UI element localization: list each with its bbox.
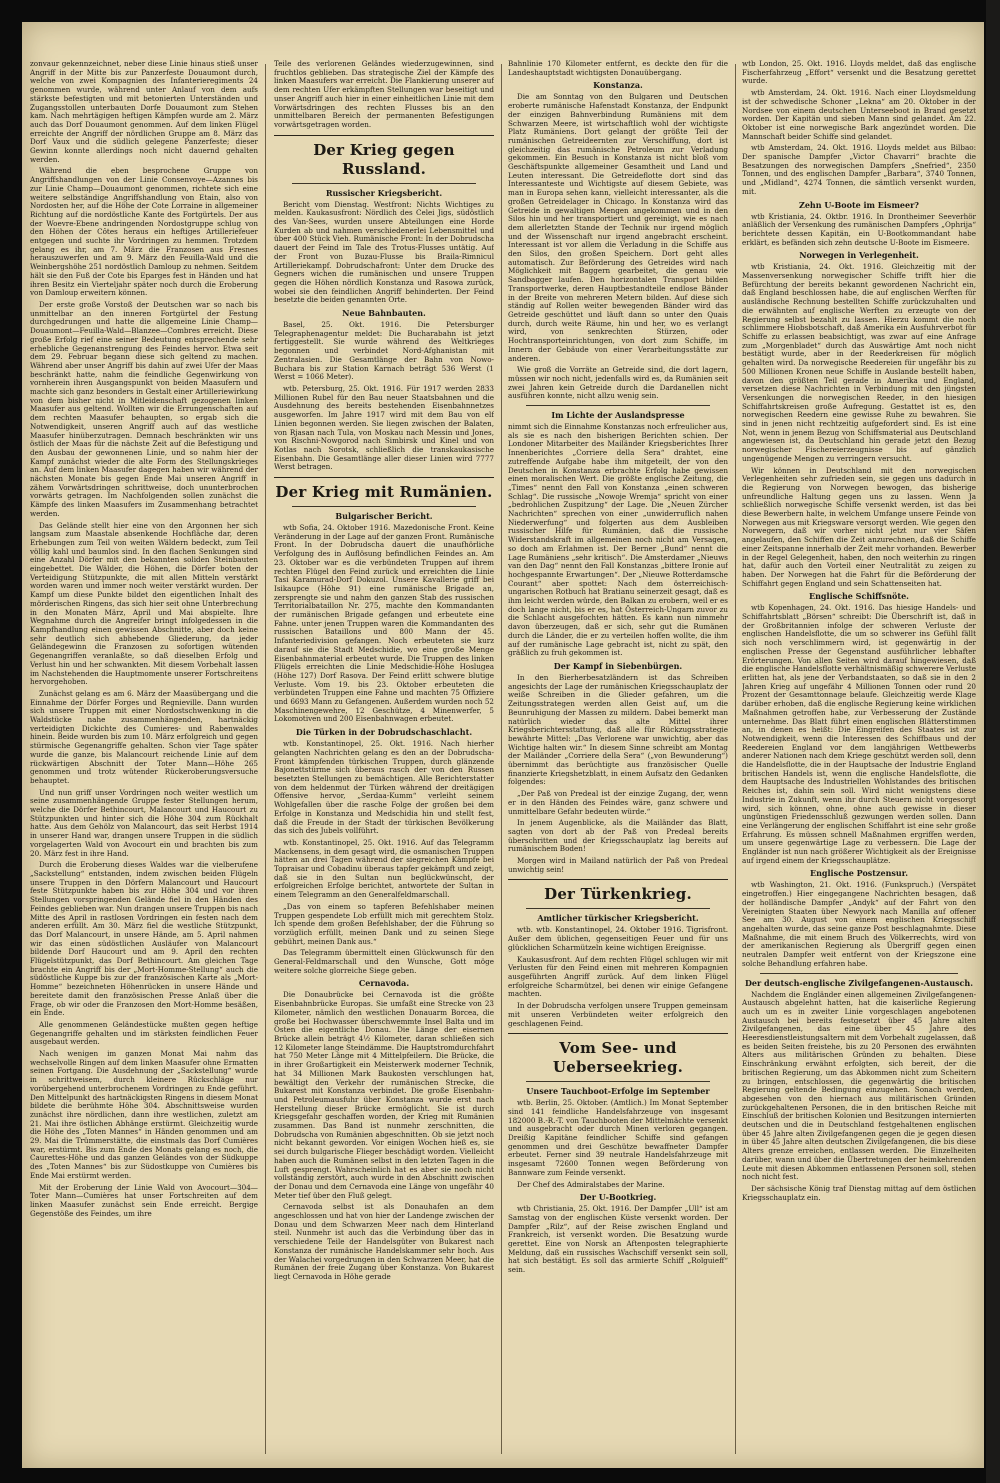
article-paragraph: Das Gelände stellt hier eine von den Argonnen her sich langsam zum Maastale absenkende Hochfläche dar, deren Erhebungen zum Teil von weiten Wäldern bedeckt, zum Teil völlig kahl und baumlos sind. In den flachen Senkungen sind eine Anzahl Dörfer mit den bekannten soliden Steinbauten eingebettet. Die Wälder, die Höhen, die Dörfer boten der Verteidigung Stützpunkte, die mit allen Mitteln verstärkt worden waren und immer noch weiter verstärkt wurden. Der Kampf um diese Punkte bildet den eigentlichen Inhalt des mörderischen Ringens, das sich hier seit ohne Unterbrechung in den Monaten März, April und Mai abspielte. Ihre Wegnahme durch die Angreifer bringt infolgedessen in die Kampfhandlung einen gewissen Abschnitte, aber doch keine sehr deutlich sich abhebende Gliederung, da jeder Geländegewinn die Franzosen zu sofortigen wütenden Gegenangriffen veranlaßte, so daß dieselben Erfolg und Verlust hin und her schwankten. Mit diesem Vorbehalt lassen im Nachstehenden die Hauptmomente unserer Fortschreitens hervorgehoben. bbox=[30, 520, 258, 687]
section-headline: Der Türkenkrieg. bbox=[544, 885, 692, 904]
section-divider bbox=[274, 477, 494, 478]
article-subheading: Russischer Kriegsbericht. bbox=[325, 187, 443, 198]
article-subheading: Bulgarischer Bericht. bbox=[335, 511, 433, 522]
article-paragraph: wtb. Berlin, 25. Oktober. (Amtlich.) Im Monat September sind 141 feindliche Handelsfahrzeuge von insgesamt 182000 B.-R.-T. von Tauchbooten der Mittelmächte versenkt und ausgebracht oder durch Minen verloren gegangen. Dreißig Kapitäne feindlicher Schiffe sind gefangen genommen und drei Geschütze bewaffneter Dampfer erbeutet. Ferner sind 39 neutrale Handelsfahrzeuge mit insgesamt 72600 Tonnen wegen Beförderung von Bannware zum Feinde versenkt. bbox=[508, 1098, 728, 1177]
article-subheading: Neue Bahnbauten. bbox=[342, 308, 426, 319]
article-paragraph: Nach wenigen im ganzen Monat Mai nahm das wechselvolle Ringen auf dem linken Maasufer ohne Ermatten seinen Fortgang. Die Ausdehnung der „Sackstellung“ wurde in schrittweisem, durch kleinere Rückschläge nur vorübergehend unterbrochenem Vordringen zu Ende geführt. Den Mittelpunkt des hartnäckigsten Ringens in diesem Monat bildete die berühmte Höhe 304. Abschnittsweise wurden zunächst ihre nördlichen, dann ihre westlichen, zuletzt am 21. Mai ihre östlichen Abhänge erstürmt. Gleichzeitig wurde die Höhe des „Toten Mannes“ in Händen genommen und am 29. Mai die Trümmerstätte, die einstmals das Dorf Cumières war, erstürmt. Bis zum Ende des Monats gelang es noch, die Caurettes-Höhe und das ganzen Geländes von der Südkuppe des „Toten Mannes“ bis zur Südostkuppe von Cumières bis Ende Mai erstürmt werden. bbox=[30, 1049, 258, 1180]
article-paragraph: Wir können in Deutschland mit den norwegischen Verlegenheiten sehr zufrieden sein, sie gegen uns dadurch in die Regierung von Norwegen bewogen, das bisherige unfreundliche Haltung gegen uns zu lassen. Wenn Ja schließlich norwegische Schiffe versenkt werden, ist das bei diese Bewerbern halte, in welchem Umfange unsere Feinde von Norwegen aus mit Kriegsware versorgt werden. Wie gegen den Norwegern, daß wir vorher nicht jetzt nur vier Säfen angelaufen, den Schiffen die Zeit anzurechnen, daß die Schiffe einer Zeitspanne innerhalb der Zeit mehr vorhanden. Bewerber in der Regel Gelegenheit, haben, den noch weiterhin zu ringen hat, dafür auch den Vorteil einer Neutralität zu zeigen zu haben. Der Norwegen hat die Fahrt für die Beförderung der Schiffahrt gegen England und sein Schattenseiten hat. bbox=[742, 465, 976, 588]
column-3 bbox=[508, 60, 728, 1458]
article-subheading: Zehn U-Boote im Eismeer? bbox=[799, 199, 919, 210]
divider bbox=[760, 973, 958, 974]
article-paragraph: wtb Washington, 21. Okt. 1916. (Funkspruch.) (Verspätet eingetroffen.) Hier eingegangene Nachrichten besagen, daß der holländische Dampfer „Andyk“ auf der Fahrt von den Vereinigten Staaten über Newyork nach Manilla auf offener See am 30. August von einem englischen Kriegsschiff angehalten wurde, das seine ganze Post beschlagnahmte. Diese Maßnahme, die mit einem Bruch des Völkerrechts, wird von der amerikanischen Regierung als Übergriff gegen einen neutralen Dampfer weit entfernt von der Kriegszone eine solche Behandlung erfahren habe. bbox=[742, 880, 976, 968]
article-subheading: Die Türken in der Dobrudschaschlacht. bbox=[295, 727, 473, 738]
section-headline: Der Krieg mit Rumänien. bbox=[275, 483, 493, 502]
article-subheading: Der deutsch-englische Zivilgefangenen-Austausch. bbox=[744, 977, 974, 988]
article-paragraph: zonvaur gekennzeichnet, neber diese Linie hinaus stieß unser Angriff in der Mitte bis zur Panzerfeste Douaumont durch, welche von zwei Kompagnien des Infanterieregiments 24 genommen wurde, während unter Anlauf von dem aufs stärkste befestigten und mit betonierten Unterständen und Zugangsstollen unterbauten Dorfe Douaumont zum Stehen kam. Nach mehrtägigen heftigen Kämpfen wurde am 2. März auch das Dorf Douaumont genommen. Auf dem linken Flügel erreichte der Angriff der nördlichen Gruppe am 8. März das Dorf Vaux und die südlich gelegene Panzerfeste; dieser Gewinn konnte allerdings noch nicht dauernd gehalten werden. bbox=[30, 60, 258, 164]
article-subheading: Cernavoda. bbox=[358, 978, 410, 989]
article-subheading: Amtlicher türkischer Kriegsbericht. bbox=[537, 913, 699, 924]
article-paragraph: Die Donaubrücke bei Cernavoda ist die größte Eisenbahnbrücke Europas. Sie umfaßt eine Strecke von 23 Kilometer, nämlich den westlichen Donauarm Borcea, die große bei Hochwasser überschwemmte Insel Balta und im Osten die eigentliche Donau. Die Länge der eisernen Brücke allein beträgt 4½ Kilometer, daran schließen sich 12 Kilometer lange Steindämme. Die Hauptstromdurchfahrt hat 750 Meter Länge mit 4 Mittelpfeilern. Die Brücke, die in ihrer Großartigkeit ein Meisterwerk moderner Technik, hat 34 Millionen Mark Baukosten verschlungen hat, bewältigt den Verkehr der rumänischen Strecke, die Bukarest mit Konstanza verbindet. Die große Eisenbahn- und Petroleumausfuhr über Konstanza wurde erst nach Herstellung dieser Brücke ermöglicht. Sie ist durch Kriegsgefahr geschaffen worden, der Krieg mit Rumänien zusammen. Das Band ist nunmehr zerschnitten, die Dobrudscha von Rumänien abgeschnitten. Ob sie jetzt noch nicht bekannt geworden. Vor einigen Wochen hieß es, sie sei durch bulgarische Flieger beschädigt worden. Vielleicht haben auch die Rumänen selbst in den letzten Tagen in die Luft gesprengt. Wahrscheinlich hat es aber sie noch nicht vollständig zerstört, auch wurde in den Abschnitt zwischen der Donau und dem Cernavoda eine Länge von ungefähr 40 Meter tief über den Fluß gelegt. bbox=[274, 990, 494, 1200]
article-paragraph: Und nun griff unser Vordringen noch weiter westlich um seine zusammenhängende Gruppe fester Stellungen herum, welche die Dörfer Bethincourt, Malancourt und Haucourt zu Stützpunkten und hinter sich die Höhe 304 zum Rückhalt hatte. Aus dem Gehölz von Malancourt, das seit Herbst 1914 in unserer Hand war, drangen unsere Truppen in die südlich vorgelagerten Wald von Avocourt ein und brachten bis zum 20. März fest in ihre Hand. bbox=[30, 787, 258, 858]
article-paragraph: Wie groß die Vorräte an Getreide sind, die dort lagern, müssen wir noch nicht, jedenfalls wird es, da Rumänien seit zwei Jahren kein Getreide durch die Dardanellen nicht ausführen konnte, nicht allzu wenig sein. bbox=[508, 365, 728, 401]
article-paragraph: wtb. Petersburg, 25. Okt. 1916. Für 1917 werden 2833 Millionen Rubel für den Bau neuer Staatsbahnen und die Ausdehnung des bereits bestehenden Eisenbahnnetzes ausgeworfen. Im Jahre 1917 wird mit dem Bau von elf Linien begonnen werden. Sie liegen zwischen der Balaten, von Rjasan nach Tula, von Moskau nach Messin und Jones, von Rischni-Nowgorod nach Simbirsk und Kinel und von Kotlas nach Sorotsk, schließlich die transkaukasische Eisenbahn. Die Gesamtlänge aller dieser Linien wird 7777 Werst betragen. bbox=[274, 383, 494, 472]
article-paragraph: Mit der Eroberung der Linie Wald von Avocourt—304—Toter Mann—Cumières hat unser Fortschreiten auf dem linken Maasufer zunächst sein Ende erreicht. Bergige Gegenstöße des Feindes, um ihre bbox=[30, 1182, 258, 1218]
article-paragraph: „Das von einem so tapferen Befehlshaber meinen Truppen gespendete Lob erfüllt mich mit gerechtem Stolz. Ich spende dem großen Befehlshaber, der die Führung so vorzüglich erfüllt, meinen Dank und zu seinen Siege gebührt, meinen Dank aus.“ bbox=[274, 901, 494, 946]
article-paragraph: Teile des verlorenen Geländes wiederzugewinnen, sind fruchtlos geblieben. Das strategische Ziel der Kämpfe des linken Maasufers war erreicht. Die Flankierung unserer auf dem rechten Ufer erkämpften Stellungen war beseitigt und unser Angriff auch hier in einer einheitlichen Linie mit dem Vorwärtsdringen des rechten Flusses bis an den unmittelbaren Bereich der permanenten Befestigungen vorwärtsgetragen worden. bbox=[274, 60, 494, 129]
column-rule bbox=[735, 64, 736, 1454]
article-subheading: Konstanza. bbox=[593, 80, 643, 91]
article-paragraph: Zunächst gelang es am 6. März der Maasübergang und die Einnahme der Dörfer Forges und Regnieville. Dann wurden sich unsere Truppen mit einer Nordostschwenkung in die Waldstücke nahe zusammenhängenden, hartnäckig verteidigten Dickichte des Cumieres- und Rabenwaldes hinein. Beide wurden bis zum 10. März erfolgreich und gegen stürmische Gegenangriffe gehalten. Schon vier Tage später wurde die ganze, bis Malancourt reichende Linie auf dem rückwärtigen Abschnitt der Toter Mann—Höhe 265 genommen und trotz wütender Rückeroberungsversuche behauptet. bbox=[30, 688, 258, 785]
article-subheading: Englische Schiffsnöte. bbox=[809, 591, 909, 602]
section-divider bbox=[274, 135, 494, 136]
column-rule bbox=[265, 64, 266, 1454]
article-paragraph: In jenem Augenblicke, als die Mailänder das Blatt, sagten von dort ab der Paß von Predeal bereits überschritten und der Kriegsschauplatz lag bereits auf rumänischem Boden! bbox=[508, 818, 728, 854]
article-subheading: Der Kampf in Siebenbürgen. bbox=[553, 661, 683, 671]
article-paragraph: wtb. wtb. Konstantinopel, 24. Oktober 1916. Tigrisfront. Außer dem üblichen, gegenseitigen Feuer und für uns glücklichen Scharmützeln keine wichtigen Ereignisse. bbox=[508, 925, 728, 952]
divider bbox=[526, 1081, 710, 1082]
divider bbox=[526, 908, 710, 909]
divider bbox=[292, 183, 476, 184]
scan-edge bbox=[986, 0, 1000, 1483]
column-1 bbox=[30, 60, 258, 1458]
article-paragraph: wtb Kristiania, 24. Oktbr. 1916. In Drontheimer Seeverhör anläßlich der Versenkung des rumänischen Dampfers „Ophrija“ berichtete dessen Kapitän, ein U-Bootkommandant habe erklärt, es befänden sich zehn deutsche U-Boote im Eismeere. bbox=[742, 211, 976, 247]
article-paragraph: „Der Paß von Predeal ist der einzige Zugang, der, wenn er in den Händen des Feindes wäre, ganz schwere und unmittelbare Gefahr bedeuten würde.“ bbox=[508, 789, 728, 816]
article-paragraph: Bahnlinie 170 Kilometer entfernt, es deckte den für die Landeshauptstadt wichtigsten Donauübergang. bbox=[508, 60, 728, 77]
article-paragraph: wtb. Konstantinopel, 25. Okt. 1916. Auf das Telegramm Mackensens, in dem gesagt wird, die osmanischen Truppen hätten an drei Tagen während der siegreichen Kämpfe bei Topraisar und Cobadinu überaus tapfer gekämpft und zeigt, daß sie in den Sultan nun beglückwünscht, der erfolgreichen Erfolge berichtet, antwortete der Sultan in einem Telegramm an den Generalfeldmarschall. bbox=[274, 837, 494, 900]
article-paragraph: Basel, 25. Okt. 1916. Die Petersburger Telegraphenagentur meldet: Die Bucharabahn ist jetzt fertiggestellt. Sie wurde während des Weltkrieges begonnen und verbindet Nord-Afghanistan mit Zentralasien. Die Gesamtlänge der Bahn von Nowo-Buchara bis zur Station Karnach beträgt 536 Werst (1 Werst = 1066 Meter). bbox=[274, 320, 494, 382]
section-divider bbox=[508, 879, 728, 880]
divider bbox=[292, 506, 476, 507]
article-paragraph: Kaukasusfront. Auf dem rechten Flügel schlugen wir mit Verlusten für den Feind einen mit mehreren Kompagnien ausgeführten Angriff zurück. Auf dem linken Flügel erfolgreiche Scharmützel, bei denen wir einige Gefangene machten. bbox=[508, 954, 728, 999]
article-paragraph: In den Bierherbesatzländern ist das Schreiben angesichts der Lage der rumänischen Kriegsschauplatz der weiße Schreiben in die Glieder gefahren, um die Zeitungsstrategen werden allen Geist auf, um die Beunruhigung der Massen zu mildern. Dabei bemerkt man natürlich wieder das alte Mittel ihrer Kriegsberichtersstattung, daß alle für Rückzugsstrategie bewährte Mittel: „Das Verlorene war unwichtig, aber das Wichtige halten wir.“ In diesem Sinne schreibt am Montag der Mailänder „Corriere della Sera“ („von Bewunderung“) übernimmt das berüchtigte aus französischer Quelle finanzierte Kriegshetzblatt, in einem Aufsatz den Gedanken folgendes: bbox=[508, 673, 728, 787]
article-paragraph: Die am Sonntag von den Bulgaren und Deutschen eroberte rumänische Hafenstadt Konstanza, der Endpunkt der einzigen Bahnverbindung Rumäniens mit dem Schwarzen Meere, ist wirtschaftlich wohl der wichtigste Platz Rumäniens. Dort gelangt der größte Teil der rumänischen Getreideernten zur Verschiffung, dort ist gleichzeitig das rumänische Petroleum zur Verladung gekommen. Ein Besuch in Konstanza ist nicht bloß vom Geschäftspunkte allgemeiner Gesamtheit und Land und Leuten interessant. Die Getreideflotte dort sind das Interessanteste und Wichtigste auf diesem Gebiete, was man in Europa sehen kann, vielleicht interessanter, als die großen Getreidelager in Chicago. In Konstanza wird das Getreide in gewaltigen Mengen angekommen und in den Silos hin und her transportiert und gereinigt, wie es nach dem allerletzten Stande der Technik nur irgend möglich und der Wissenschaft nur irgend angebracht erscheint. Interessant ist vor allem die Verladung in die Schiffe aus den Silos, den großen Speichern. Dort geht alles automatisch. Zur Beförderung des Getreides wird nach Möglichkeit mit Baggern gearbeitet, die genau wie Sandbagger laufen. Den horizontalen Transport bilden Transportwerke, deren Hauptbestandteile endlose Bänder in der Breite von mehreren Metern bilden. Auf diese sich ständig auf Rollen weiter bewegenden Bänder wird das Getreide geschüttet und läuft dann so unter den Quais durch, durch weite Räume, hin und her, wo es verlangt wird, von senkrechten Stürzen, oder Hochtransporteinrichtungen, von dort zum Schiffe, im Innern der Gebäude von einer Verarbeitungsstätte zur anderen. bbox=[508, 92, 728, 363]
article-paragraph: Alle genommenen Geländestücke mußten gegen heftige Gegenangriffe gehalten und im stärksten feindlichen Feuer ausgebaut werden. bbox=[30, 1019, 258, 1047]
article-paragraph: Nachdem die Engländer einen allgemeinen Zivilgefangenen-Austausch abgelehnt hatten, hat die kaiserliche Regierung auch um es in zweiter Linie vorgeschlagen angebotenen Austausch bei bereits festgesetzt über 45 Jahre alten Zivilgefangenen, das eine über 45 Jahre des Heeresdienstleistungsaltern mit dem Vorbehalt zugelassen, daß es beiden Seiten freistehe, bis zu 20 Personen des erwähnten Alters aus militärischen Gründen zu behalten. Diese Einschränkung erwähnt erfolgten, sich bereit, der die britischen Regierung, um das Abkommen nicht zum Scheitern zu bringen, entschlossen, die gegenwärtig die britischen Regierung geltende Bedingung einzugehen. Sonach werden, abgesehen von den hiernach aus militärischen Gründen zurückgehaltenen Personen, die in den britischen Reiche mit Einschluß der britischen Kolonien und Besitzungen internierten deutschen und die in Deutschland festgehaltenen englischen über 45 Jahre alten Zivilgefangenen gegen die je gegen diesen in über 45 Jahre alten deutschen Zivilgefangenen, die bis diese Alters grenze erreichen, entlassen werden. Die Einzelheiten darüber, wann und über die Übertretungen der heimkehrenden Leute mit diesen Abkommen entlassenen Personen soll, stehen noch nicht fest. bbox=[742, 989, 976, 1182]
article-paragraph: Der sächsische König traf Dienstag mittag auf dem östlichen Kriegsschauplatz ein. bbox=[742, 1183, 976, 1202]
article-subheading: Norwegen in Verlegenheit. bbox=[799, 250, 919, 261]
article-paragraph: wtb Christiania, 25. Okt. 1916. Der Dampfer „Ull“ ist am Samstag von der englischen Küste versenkt worden. Der Dampfer „Rilz“, auf der Reise zwischen England und Frankreich, ist versenkt worden. Die Besatzung wurde gerettet. Eine von Norsk an Aftenposten telegraphierte Meldung, daß ein russisches Wachschiff versenkt sein soll, hat sich bestätigt. Es soll das armierte Schiff „Rolguieff“ sein. bbox=[508, 1204, 728, 1275]
article-paragraph: wtb Kopenhagen, 24. Okt. 1916. Das hiesige Handels- und Schiffahrtsblatt „Börsen“ schreibt: Die Überschrift ist, daß in der Großbritannien infolge der schweren Verluste der englischen Handelsflotte, die um so schwerer ins Gefühl fällt sich noch verschlimmern wird, ist gegenwärtig in der englischen Presse der Gegenstand ausführlicher lebhafter Erörterungen. Von allen Seiten wird darauf hingewiesen, daß die englische Handelsflotte verhältnismäßig schwerere Verluste erlitten hat, als jene der Verbandstaaten, so daß sie in den 2 Jahren Krieg auf ungefähr 4 Millionen Tonnen oder rund 20 Prozent der Gesamttonnage belaufe. Gleichzeitig werde Klage darüber erhoben, daß die englische Regierung keine wirklichen Maßnahmen getroffen habe, zur Verbesserung der Zustände unternehme. Das Blatt führt einen englischen Blätterstimmen an, in denen es heißt: Die Eingreifen des Staates ist zur Notwendigkeit, wenn die Interessen des Schiffbaus und der Reedereien England vor dem langjährigen Wettbewerbs anderer Nationen nach dem Kriege geschützt werden soll, denn die Handelsflotte, die in der Hauptsache der Industrie England britischen Handels ist, wenn die englische Handelsflotte, die dem Hauptsache des Industriellen Wohlstandes des britischen Reiches ist, dahin sein soll. Wird nicht wenigstens diese Industrie in Zukunft, wenn ihr durch Steuern nicht vorgesorgt wird, sich können, ohne, ohne auch gewisse in dieser ungünstigen Friedensschluß gezwungen werden sollen. Dann eine Verlängerung der englischen Schiffahrt ist eine sehr große Erfahrung. Es müssen schnell Maßnahmen ergriffen werden, um unsere gegenwärtige Lage zu verbessern. Die Lage der Engländer ist nun nach größerer Wichtigkeit als der Ereignisse auf irgend einem der Kriegsschauplätze. bbox=[742, 603, 976, 865]
article-paragraph: Das Telegramm übermittelt einen Glückwunsch für den General-Feldmarschall und den Wunsche, Gott möge weitere solche glorreiche Siege geben. bbox=[274, 948, 494, 975]
article-paragraph: Der Chef des Admiralstabes der Marine. bbox=[517, 1179, 665, 1189]
article-paragraph: Durch die Eroberung dieses Waldes war die vielberufene „Sackstellung“ entstanden, indem zwischen beiden Flügeln unsere Truppen in den Dörfern Malancourt und Haucourt feste Stützpunkte haben bis zur Höhe 304 und vor ihren Stellungen vorspringenden Gelände fiel in den Händen des Feindes geblieben war. Nun drangen unsere Truppen bis nach Mitte des April in rastlosen Vordringen ein festen nach dem anderen erfüllt. Am 30. März fiel die westliche Stützpunkt, das Dorf Malancourt, in unsere Hände, am 5. April nahmen wir das einen südöstlichen Ausläufer von Malancourt bildende Dorf Haucourt und am 9. April den rechten Flügelstützpunkt, das Dorf Bethincourt. Am gleichen Tage brachte ein Angriff bis der „Mort-Homme-Stellung“ auch die südöstliche Kuppe bis zur der französischen Karte als „Mort-Homme“ bezeichneten Höhenrücken in unsere Hände und bereitete damit den französischen Presse Anlaß über die Frage, ob wir oder die Franzosen den Mort-Homme besäßen, ein Ende. bbox=[30, 860, 258, 1018]
article-subheading: Unsere Tauchboot-Erfolge im September bbox=[526, 1086, 710, 1097]
article-subheading: Im Lichte der Auslandspresse bbox=[551, 410, 685, 421]
column-4 bbox=[742, 60, 976, 1458]
article-paragraph: Morgen wird in Mailand natürlich der Paß von Predeal unwichtig sein! bbox=[508, 856, 728, 874]
article-paragraph: wtb Amsterdam, 24. Okt. 1916. Nach einer Lloydsmeldung ist der schwedische Schoner „Lekna“ am 20. Oktober in der Nordsee von einem deutschen Unterseeboot in Brand gesetzt worden. Der Kapitän und sieben Mann sind gelandet. Am 22. Oktober ist eine norwegische Bark angezündet worden. Die Mannschaft beider Schiffe sind gelandet. bbox=[742, 88, 976, 141]
article-paragraph: wtb Amsterdam, 24. Okt. 1916. Lloyds meldet aus Bilbao: Der spanische Dampfer „Victor Chavarri“ brachte die Besatzungen des norwegischen Dampfers „Snefried“, 2350 Tonnen, und des englischen Dampfer „Barbara“, 3740 Tonnen, und „Midland“, 4274 Tonnen, die sämtlich versenkt wurden, mit. bbox=[742, 143, 976, 196]
article-paragraph: wtb. Konstantinopel, 25. Okt. 1916. Nach hierher gelangten Nachrichten gelang es den an der Dobrudscha-Front kämpfenden türkischen Truppen, durch glänzende Bajonettstürme sich überaus rasch der von den Russen besetzten Stellungen zu bemächtigen. Alle Berichterstatter von dem heldenmut der Türken während der dreitägigen Offensive hervor, „Serdaa-Kumm“ verleiht seinem Wohlgefallen über die rasche Folge der großen bei dem Erfolge in Konstanza und Medschidia hin und stellt fest, daß die Freude in der Stadt der türkischen Bevölkerung das sich des Jubels vollführt. bbox=[274, 739, 494, 836]
article-paragraph: wtb London, 25. Okt. 1916. Lloyds meldet, daß das englische Fischerfahrzeug „Effort“ versenkt und die Besatzung gerettet wurde. bbox=[742, 60, 976, 86]
article-paragraph: Cernavoda selbst ist als Donauhafen an dem angeschlossen und hat von hier der Landenge zwischen der Donau und dem Schwarzen Meer nach dem Hinterland steil. Nunmehr ist auch das die Verbindung über das in verschiedene Teile der Handelsgüter von Bukarest nach Konstanza der rumänische Handelskammer sehr hoch. Aus der Walachei vorgedrungen in den Schwarzen Meer, hat die Rumänen der freie Zugang über Konstanza. Von Bukarest liegt Cernavoda in Höhe gerade bbox=[274, 1202, 494, 1281]
article-paragraph: Der erste große Vorstoß der Deutschen war so nach bis unmittelbar an den inneren Fortgürtel der Festung durchgedrungen und hatte die allgemeine Linie Champ—Douaumont—Feuilla-Wald—Blanzee—Combres erreicht. Diese große Erfolg rief eine seiner Bedeutung entsprechende sehr erhebliche Gegenanstrengung des Feindes hervor. Etwa seit dem 29. Februar begann diese sich geltend zu machen. Während aber unser Angriff bis dahin auf zwei Ufer der Maas beschränkt hatte, nahm die feindliche Gegenwirkung von vornherein ihren Ausgangspunkt von beiden Maasufern und machte sich ganz besonders in Gestalt einer Artilleriewirkung von dem bisher nicht in Mitleidenschaft gezogenen linken Maasufer aus geltend. Wollten wir die Errungenschaften auf dem rechten Maasufer behaupten, so ergab sich die Notwendigkeit, unseren Angriff auch auf das westliche Maasufer hinüberzutragen. Demnach beschränkten wir uns östlich der Maas für die nächste Zeit auf die Befestigung und den Ausbau der gewonnenen Linie, und so nahm hier der Kampf zunächst wieder die alte Form des Stellungskrieges an. Auf dem linken Maasufer dagegen haben wir während der nächsten Monate bis gegen Ende Mai unseren Angriff in zähem Vorwärtsdringen schrittweise, doch ununterbrochen vorwärts getragen. Im Nachfolgenden sollen zunächst die Kämpfe des linken Maasufers im Zusammenhang betrachtet werden. bbox=[30, 299, 258, 518]
section-divider bbox=[508, 1033, 728, 1034]
article-subheading: Der U-Bootkrieg. bbox=[579, 1192, 657, 1203]
divider bbox=[526, 405, 710, 406]
section-headline: Vom See- und Ueberseekrieg. bbox=[552, 1039, 684, 1077]
column-2 bbox=[274, 60, 494, 1458]
article-paragraph: Bericht vom Dienstag. Westfront: Nichts Wichtiges zu melden. Kaukasusfront: Nördlich des Celei Jigs, südöstlich des Van-Sees, wurden unsere Abteilungen eine Horde Kurden ab und nahmen verschiedenerlei Lebensmittel und über 400 Stück Vieh. Rumänische Front: In der Dobrudscha dauert der Feind im Tale des Trotus-Flusses untätig. Auf der Front von Buzau-Flusse bis Braila-Rimnicul Artilleriekampf. Dobrudschafront: Unter dem Drucke des Gegners wichen die rumänischen und unsere Truppen gegen die Höhen nördlich Konstanza und Rasowa zurück, wobei sie den feindlichen Angriff behinderten. Der Feind besetzte die beiden genannten Orte. bbox=[274, 199, 494, 305]
article-paragraph: Während die eben besprochene Gruppe von Angriffshandlungen von der Linie Consenvoye—Azannes bis zur Linie Champ—Douaumont genommen, richtete sich eine weitere selbständige Angriffshandlung von Etain, also von Nordosten her, auf die Höhe der Cote Lorraine in allgemeiner Richtung auf die nordöstliche Kante des Fortgürtels. Der aus der Woevre-Ebene andringenden Nordostgruppe schlug von den Höhen der Côtes heraus ein heftiges Artilleriefeuer entgegen und suchte ihr Vordringen zu hemmen. Trotzdem gelang es ihr, am 7. März die Franzosen aus Fresnes herauszuwerfen und am 9. März den Feuilla-Wald und die Weinbergshöhe 251 nordöstlich Damloup zu nehmen. Seitdem hält sie den Fuß der Cote bis Eparges fest in Händen und hat ihren Besitz ein Vierteljahr später noch durch die Eroberung von Damloup erweitern können. bbox=[30, 166, 258, 298]
column-rule bbox=[501, 64, 502, 1454]
article-paragraph: wtb Sofia, 24. Oktober 1916. Mazedonische Front. Keine Veränderung in der Lage auf der ganzen Front. Rumänische Front. In der Dobrudscha dauert die unaufhörliche Verfolgung des in Auflösung befindlichen Feindes an. Am 23. Oktober war es die verbündeten Truppen auf ihrem rechten Flügel den Feind zurück und erreichten die Linie Tasi Karamurad-Dorf Dokuzol. Unsere Kavallerie griff bei Isikaupce (Höhe 91) eine rumänische Brigade an, zersprengte sie und nahm den ganzen Stab des russischen Territorialbataillon Nr. 275, machte den Kommandanten der rumänischen Brigade gefangen und erbeutete eine Fahne. unter jenen Truppen waren die Kommandanten des russischen Bataillons und 800 Mann der 45. Infanteriedivision gefangen. Noch erbeuteten sie kurz darauf sie die Stadt Medschidie, wo eine große Menge Eisenbahnmaterial erbeutet wurde. Die Truppen des linken Flügels erreichten die Linie Medschidie-Höhe Hoslugea (Höhe 127) Dorf Rasova. Der Feind erlitt schwere blutige Verluste. Vom 19. bis 23. Oktober erbeuteten die verbündeten Truppen eine Fahne und machten 75 Offiziere und 6693 Mann zu Gefangenen. Außerdem wurden noch 52 Maschinengewehre, 12 Geschütze, 4 Minenwerfer, 5 Lokomotiven und 200 Eisenbahnwagen erbeutet. bbox=[274, 523, 494, 724]
article-subheading: Englische Postzensur. bbox=[809, 868, 909, 879]
article-paragraph: nimmt sich die Einnahme Konstanzas noch erfreulicher aus, als sie es nach den bisherigen Berichten schien. Der Londoner Mitarbeiter des Mailänder Kriegsberichtes Ihrer Innenberichtes „Corriere della Sera“ drahtet, eine zutreffende Aufgabe habe ihm mitgeteilt, der von den Deutschen in Konstanza erbrachte Erfolg habe gewissen einen moralischen Wert. Die größte englische Zeitung, die „Times“ nennt den Fall von Konstanza „einen schweren Schlag“. Die russische „Nowoje Wremja“ spricht von einer „bedrohlichen Zuspitzung“ der Lage. Die „Neuen Zürcher Nachrichten“ sprechen von einer „unwiderruflich nahen Niederwerfung“ und folgerten aus dem Ausbleiben russischer Hilfe für Rumänien, daß die russische Widerstandskraft im allgemeinen noch nicht am Versagen, so doch am Erlahmen ist. Der Berner „Bund“ nennt die Lage Rumäniens „sehr kritisch“. Die Amsterdamer „Nieuws van den Dag“ nennt den Fall Konstanzas „bittere Ironie auf hochgespannte Erwartungen“. Der „Nieuwe Rotterdamsche Courant“ aber spottet: Nach dem österreichisch-ungarischen Rotbuch hat Bratianu seinerzeit gesagt, daß es ihm leicht werden würde, den Balkan zu erobern, weil er es doch lange nicht, bis er es, hat Österreich-Ungarn zuvor zu die Schlacht ausgefochten hätten. Es kann nun nimmehr davon überzeugen, daß er sich, sehr gut die Rumänen durch die Länder, die er zu verteilen hoffen wollte, die ihm auf der rumänische Lage gebracht ist, nicht zu spät, den gräßlich zu fruh gekommen ist. bbox=[508, 422, 728, 658]
article-paragraph: wtb Kristiania, 24. Okt. 1916. Gleichzeitig mit der Massenversenkung norwegischer Schiffe trifft hier die Befürchtung der bereits bekannt gewordenen Nachricht ein, daß England beschlossen habe, die auf englischen Werften für ausländische Rechnung bestellten Schiffe zurückzuhalten und die erwähnten auf englische Werften zu erzeugte von der Regierung selbst bezahlt zu lassen. Hierzu kommt die noch schlimmere Hiobsbotschaft, daß Amerika ein Ausfuhrverbot für Schiffe zu erlassen beabsichtigt, was zwar auf eine Anfrage zum „Morgenbladet“ durch das Auswärtige Amt noch nicht bestätigt wurde, aber in der Reederkreisen für möglich gehalten wird. Da norwegische Reedereien für ungefähr bis zu 500 Millionen Kronen neue Schiffe in Auslande bestellt haben, davon den größten Teil gerade in Amerika und England, versetzen diese Nachrichten in Verbindung mit den jüngsten Versenkungen die norwegischen Reeder, in den hiesigen Schiffahrtskreisen große Aufregung. Gestattet ist es, den norwegischen Reedern eine gewisse Ruhe zu bewahren. Sie sind in jenen nicht rechtzeitig aufgefordert sind. Es ist eine Not, wenn in jenem Bezug von Schiffsmaterial aus Deutschland angewiesen ist, da Deutschland hin gerade jetzt den Bezug norwegischer Fischereierzeugnisse bis auf gänzlich ungenügende Mengen zu verringern versucht. bbox=[742, 262, 976, 463]
article-paragraph: In der Dobrudscha verfolgen unsere Truppen gemeinsam mit unseren Verbündeten weiter erfolgreich den geschlagenen Feind. bbox=[508, 1001, 728, 1028]
section-headline: Der Krieg gegen Russland. bbox=[313, 140, 455, 178]
newspaper-page bbox=[22, 22, 984, 1468]
